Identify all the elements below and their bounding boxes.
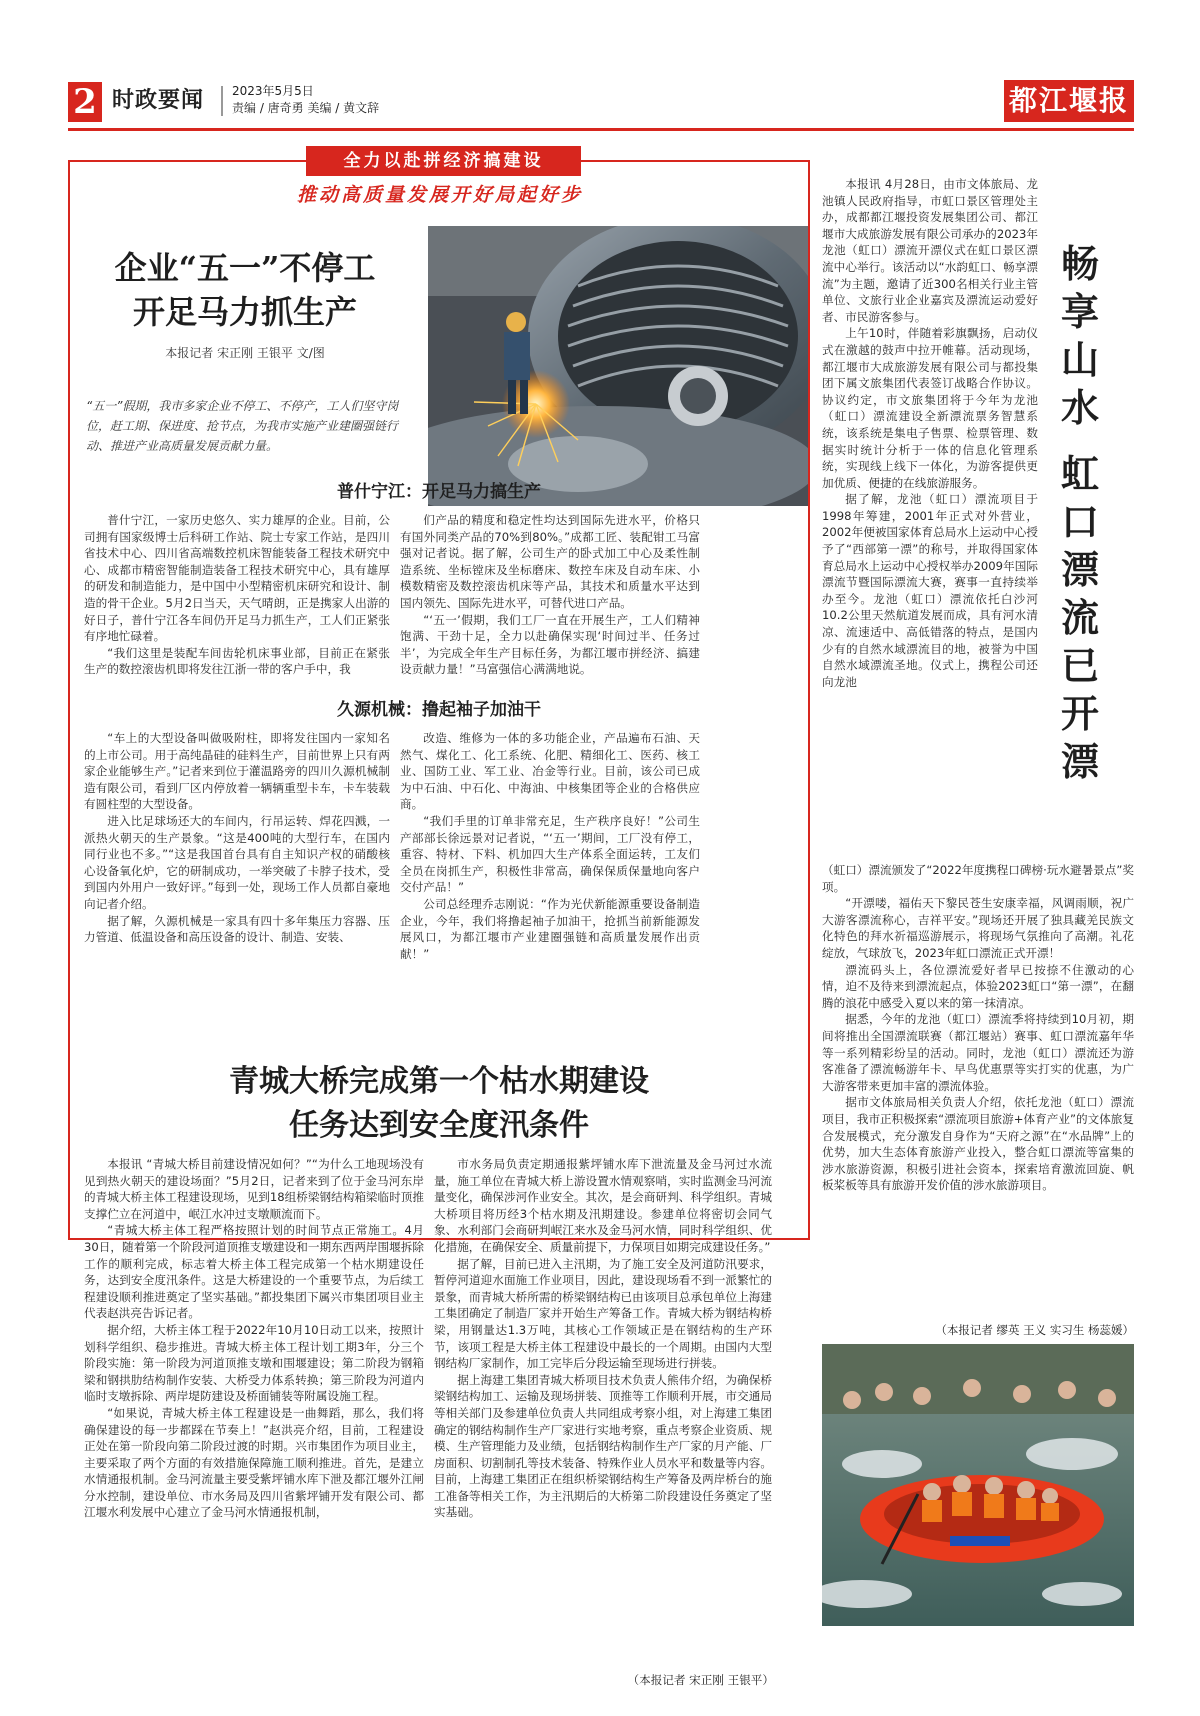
rafting-photo <box>822 1344 1134 1626</box>
paragraph: 据上海建工集团青城大桥项目技术负责人熊伟介绍，为确保桥梁钢结构加工、运输及现场拼装、顶推等工作顺利开展，市交通局等相关部门及参建单位负责人共同组成考察小组，对上海建工集团确定的钢结构制作生产厂家进行实地考察，重点考察企业资质、规模、生产管理能力及业绩，包括钢结构制作生产厂家的月产能、厂房面积、切割制孔等技术装备、特殊作业人员水平和数量等内容。目前，上海建工集团正在组织桥梁钢结构生产筹备及两岸桥台的施工准备等相关工作，为主汛期后的大桥第二阶段建设任务奠定了坚实基础。 <box>434 1372 772 1520</box>
section1-column-left <box>84 512 390 684</box>
right-story-column-top <box>822 176 1038 856</box>
masthead-rule <box>68 128 1134 131</box>
main-headline-line1: 企业“五一”不停工 <box>114 249 376 287</box>
main-headline <box>70 246 420 334</box>
right-story-column-bottom <box>822 862 1134 1318</box>
main-lead: “五一”假期，我市多家企业不停工、不停产，工人们坚守岗位，赶工期、保进度、抢节点，为我市实施产业建圈强链行动、推进产业高质量发展贡献力量。 <box>86 399 399 453</box>
paragraph: 进入比足球场还大的车间内，行吊运转、焊花四溅，一派热火朝天的生产景象。“这是400吨的大型行车，在国内同行业也不多。”“这是我国首台具有自主知识产权的硝酸核心设备氧化炉，它的研制成功，一举突破了卡脖子技术，受到国内外用户一致好评。”每到一处，现场工作人员都自豪地向记者介绍。 <box>84 813 390 911</box>
paragraph: “我们这里是装配车间齿轮机床事业部，目前正在紧张生产的数控滚齿机即将发往江浙一带的客户手中，我 <box>84 645 390 677</box>
paragraph: 据了解，久源机械是一家具有四十多年集压力容器、压力管道、低温设备和高压设备的设计、制造、安装、 <box>84 913 390 945</box>
paragraph: “我们手里的订单非常充足，生产秩序良好！”公司生产部部长徐远景对记者说，“‘五一’期间，工厂没有停工，重容、特材、下料、机加四大生产体系全面运转，工友们全员在岗抓生产，积极性非常高，确保保质保量地向客户交付产品！” <box>400 813 700 895</box>
section1-title: 普什宁江：开足马力搞生产 <box>337 482 541 502</box>
story2-credit: （本报记者 宋正刚 王银平） <box>627 1673 774 1687</box>
paragraph: 改造、维修为一体的多功能企业，产品遍布石油、天然气、煤化工、化工系统、化肥、精细化工、医药、核工业、国防工业、军工业、冶金等行业。目前，该公司已成为中石油、中石化、中海油、中核集团等企业的合格供应商。 <box>400 731 700 812</box>
paragraph: 市水务局负责定期通报紫坪铺水库下泄流量及金马河过水流量，施工单位在青城大桥上游设置水情观察哨，实时监测金马河流量变化，确保涉河作业安全。其次，是会商研判、科学组织。青城大桥项目将历经3个枯水期及汛期建设。参建单位将密切会同气象、水利部门会商研判岷江来水及金马河水情，同时科学组织、优化措施，在确保安全、质量前提下，力保项目如期完成建设任务。” <box>434 1157 772 1254</box>
page-number: 2 <box>68 82 102 122</box>
paragraph: （虹口）漂流颁发了“2022年度携程口碑榜·玩水避暑景点”奖项。 <box>822 863 1134 894</box>
paragraph: “开漂喽，福佑天下黎民苍生安康幸福，风调雨顺，祝广大游客漂流称心，吉祥平安。”现场还开展了独具藏羌民族文化特色的拜水祈福巡游展示，将现场气氛推向了高潮。礼花绽放，气球放飞，2023年虹口漂流正式开漂！ <box>822 896 1134 960</box>
paragraph: 本报讯 4月28日，由市文体旅局、龙池镇人民政府指导，市虹口景区管理处主办，成都都江堰投资发展集团公司、都江堰市大成旅游发展有限公司承办的2023年龙池（虹口）漂流开漂仪式在虹口景区漂流中心举行。该活动以“水韵虹口、畅享漂流”为主题，邀请了近300名相关行业主管单位、文旅行业企业嘉宾及漂流运动爱好者、市民游客参与。 <box>822 177 1038 324</box>
masthead-divider <box>221 86 223 116</box>
paragraph: 据了解，龙池（虹口）漂流项目于1998年筹建，2001年正式对外营业，2002年便被国家体育总局水上运动中心授予了“西部第一漂”的称号，并取得国家体育总局水上运动中心授权举办2009年国际漂流节暨国际漂流大赛，赛事一直持续举办至今。龙池（虹口）漂流依托白沙河10.2公里天然航道发展而成，具有河水清凉、流速适中、高低错落的特点，是国内少有的自然水域漂流目的地，被誉为中国自然水域漂流圣地。仪式上，携程公司还向龙池 <box>822 492 1038 689</box>
issue-date: 2023年5月5日 <box>232 84 314 98</box>
main-headline-line2: 开足马力抓生产 <box>132 293 357 331</box>
rafting-photo-art <box>822 1344 1134 1626</box>
paragraph: 据了解，目前已进入主汛期，为了施工安全及河道防汛要求，暂停河道迎水面施工作业项目，因此，建设现场看不到一派繁忙的景象，而青城大桥所需的桥梁钢结构已由该项目总承包单位上海建工集团确定了制造厂家并开始生产筹备工作。青城大桥为钢结构桥梁，用钢量达1.3万吨，其核心工作领域正是在钢结构的生产环节，该项工程是大桥主体工程建设中最长的一个周期。由国内大型钢结构厂家制作，加工完毕后分段运输至现场进行拼装。 <box>434 1256 772 1371</box>
newspaper-logo: 都江堰报 <box>1004 80 1134 122</box>
section1-column-right <box>400 512 700 684</box>
feature-subtitle: 推动高质量发展开好局起好步 <box>296 184 583 206</box>
paragraph: 们产品的精度和稳定性均达到国际先进水平，价格只有国外同类产品的70%到80%。”成都工匠、装配钳工马富强对记者说。据了解，公司生产的卧式加工中心及柔性制造系统、坐标镗床及坐标磨床、数控车床及自动车床、小模数精密及数控滚齿机床等产品，其技术和质量水平达到国内领先、国际先进水平，可替代进口产品。 <box>400 513 700 610</box>
factory-photo-art <box>428 226 808 506</box>
factory-photo <box>428 226 808 506</box>
section-title: 时政要闻 <box>112 88 205 113</box>
paragraph: “青城大桥主体工程严格按照计划的时间节点正常施工。4月30日，随着第一个阶段河道顶推支墩建设和一期东西两岸围堰拆除工作的顺利完成，标志着大桥主体工程完成第一个枯水期建设任务，达到安全度汛条件。这是大桥建设的一个重要节点，为后续工程建设顺利推进奠定了坚实基础。”都投集团下属兴市集团项目业主代表赵洪亮告诉记者。 <box>84 1223 424 1321</box>
section2-column-right <box>400 730 700 978</box>
story2-column-left <box>84 1156 424 1666</box>
paragraph: “‘五一’假期，我们工厂一直在开展生产，工人们精神饱满、干劲十足，全力以赴确保实现‘时间过半、任务过半’，为完成全年生产目标任务，为都江堰市拼经济、搞建设贡献力量！”马富强信心满满地说。 <box>400 612 700 677</box>
paragraph: “车上的大型设备叫做吸附柱，即将发往国内一家知名的上市公司。用于高纯晶硅的硅料生产，目前世界上只有两家企业能够生产。”记者来到位于灌温路旁的四川久源机械制造有限公司，看到厂区内停放着一辆辆重型卡车，卡车装载有圆柱型的大型设备。 <box>84 731 390 812</box>
story2-column-right <box>434 1156 772 1666</box>
right-title-line1: 畅享山水 <box>1060 241 1099 430</box>
paragraph: 据悉，今年的龙池（虹口）漂流季将持续到10月初，期间将推出全国漂流联赛（都江堰站）赛事、虹口漂流嘉年华等一系列精彩纷呈的活动。同时，龙池（虹口）漂流还为游客准备了漂流畅游年卡、早鸟优惠票等实打实的优惠，为广大游客带来更加丰富的漂流体验。 <box>822 1012 1134 1093</box>
paragraph: 据介绍，大桥主体工程于2022年10月10日动工以来，按照计划科学组织、稳步推进。青城大桥主体工程计划工期3年，分三个阶段实施：第一阶段为河道顶推支墩和围堰建设；第二阶段为钢箱梁和钢拱肋结构制作安装、大桥受力体系转换；第三阶段为河道内临时支墩拆除、两岸堤防建设及桥面铺装等附属设施工程。 <box>84 1322 424 1404</box>
story2-headline-line2: 任务达到安全度汛条件 <box>289 1108 589 1143</box>
feature-banner: 全力以赴拼经济搞建设 <box>306 146 581 176</box>
paragraph: 上午10时，伴随着彩旗飘扬，启动仪式在激越的鼓声中拉开帷幕。活动现场，都江堰市大成旅游发展有限公司与都投集团下属文旅集团代表签订战略合作协议。协议约定，市文旅集团将于今年为龙池（虹口）漂流建设全新漂流票务智慧系统，该系统是集电子售票、检票管理、数据实时统计分析于一体的信息化管理系统，实现线上线下一体化，为游客提供更加优质、便捷的在线旅游服务。 <box>822 326 1038 490</box>
right-title-line2: 虹口漂流已开漂 <box>1060 451 1099 784</box>
paragraph: 本报讯 “青城大桥目前建设情况如何？”“为什么工地现场没有见到热火朝天的建设场面？”5月2日，记者来到了位于金马河东岸的青城大桥主体工程建设现场，见到18组桥梁钢结构箱梁临时顶推支撑伫立在河道中，岷江水冲过支墩顺流而下。 <box>84 1157 424 1221</box>
paragraph: 据市文体旅局相关负责人介绍，依托龙池（虹口）漂流项目，我市正积极探索“漂流项目旅游+体育产业”的文体旅复合发展模式，充分激发自身作为“天府之源”在“水品牌”上的优势，加大生态体育旅游产业投入，整合虹口漂流等富集的涉水旅游资源，积极引进社会资本，探索培育激流回旋、帆板桨板等具有旅游开发价值的涉水旅游项目。 <box>822 1095 1134 1193</box>
main-byline: 本报记者 宋正刚 王银平 文/图 <box>165 346 325 360</box>
section2-title: 久源机械：撸起袖子加油干 <box>337 700 541 720</box>
story2-headline <box>68 1060 810 1148</box>
paragraph: 普什宁江，一家历史悠久、实力雄厚的企业。目前，公司拥有国家级博士后科研工作站、院士专家工作站，是四川省技术中心、四川省高端数控机床智能装备工程技术研究中心、成都市精密智能制造装备工程技术研究中心，具有雄厚的研发和制造能力，是中国中小型精密机床研究和设计、制造的骨干企业。5月2日当天，天气晴朗，正是携家人出游的好日子，普什宁江各车间仍开足马力抓生产，工人们正紧张有序地忙碌着。 <box>84 513 390 644</box>
paragraph: 公司总经理乔志刚说：“作为光伏新能源重要设备制造企业，今年，我们将撸起袖子加油干，抢抓当前新能源发展风口，为都江堰市产业建圈强链和高质量发展作出贡献！” <box>400 896 700 961</box>
paragraph: “如果说，青城大桥主体工程建设是一曲舞蹈，那么，我们将确保建设的每一步都踩在节奏上！”赵洪亮介绍，目前，工程建设正处在第一阶段向第二阶段过渡的时期。兴市集团作为项目业主，主要采取了两个方面的有效措施保障施工顺利推进。首先，是建立水情通报机制。金马河流量主要受紫坪铺水库下泄及都江堰外江闸分水控制，建设单位、市水务局及四川省紫坪铺开发有限公司、都江堰水利发展中心建立了金马河水情通报机制， <box>84 1405 424 1520</box>
editors-line: 责编 / 唐奇勇 美编 / 黄文辞 <box>232 101 380 115</box>
section2-column-left <box>84 730 390 978</box>
paragraph: 漂流码头上，各位漂流爱好者早已按捺不住激动的心情，迫不及待来到漂流起点，体验2023虹口“第一漂”，在翻腾的浪花中感受入夏以来的第一抹清凉。 <box>822 962 1134 1010</box>
right-story-credit: （本报记者 缪英 王义 实习生 杨蕊媛） <box>935 1323 1134 1337</box>
story2-headline-line1: 青城大桥完成第一个枯水期建设 <box>229 1064 649 1099</box>
right-story-title <box>1050 240 1110 786</box>
